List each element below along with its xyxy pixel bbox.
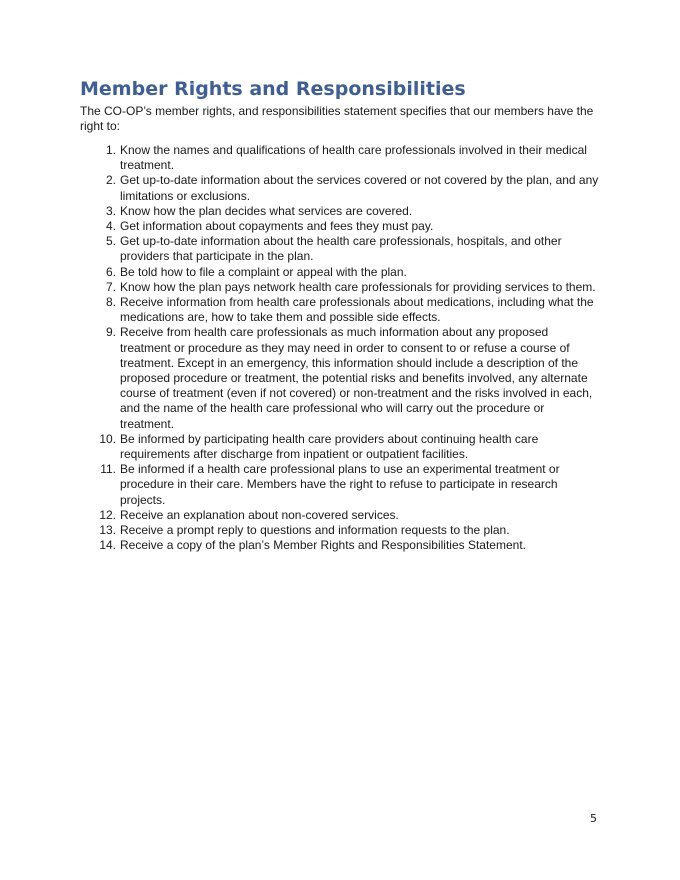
list-item-number: 14. bbox=[99, 538, 116, 553]
list-item-number: 11. bbox=[100, 462, 116, 477]
list-item bbox=[80, 325, 600, 431]
section-title: Member Rights and Responsibilities bbox=[80, 78, 466, 100]
list-item-text: Know how the plan decides what services are covered. bbox=[120, 203, 413, 218]
list-item-text: Receive an explanation about non-covered services. bbox=[120, 507, 399, 522]
list-item-number: 5. bbox=[105, 234, 116, 249]
list-item-number: 9. bbox=[105, 325, 116, 340]
list-item-number: 13. bbox=[99, 523, 116, 538]
list-item-text: Receive information from health care professionals about medications, including what the medications are, how to take them and possible side effects. bbox=[120, 295, 594, 325]
list-item bbox=[80, 219, 600, 234]
rights-list bbox=[80, 143, 600, 553]
list-item-text: Know how the plan pays network health care professionals for providing services to them. bbox=[120, 279, 596, 294]
list-item-text: Receive a copy of the plan’s Member Rights and Responsibilities Statement. bbox=[120, 538, 526, 553]
list-item bbox=[80, 143, 600, 173]
list-item bbox=[80, 265, 600, 280]
list-item-text: Receive from health care professionals as much information about any proposed treatment or procedure as they may need in order to consent to or refuse a course of treatment. Except in an emergency, this information should include a description of the proposed procedure or treatment, the potential risks and benefits involved, any alternate course of treatment (even if not covered) or non-treatment and the risks involved in each, and the name of the health care professional who will carry out the procedure or treatment. bbox=[120, 325, 593, 431]
list-item-number: 4. bbox=[105, 219, 116, 234]
page-number: 5 bbox=[590, 812, 597, 825]
list-item bbox=[80, 523, 600, 538]
list-item-text: Know the names and qualifications of health care professionals involved in their medical treatment. bbox=[120, 143, 587, 173]
list-item-number: 3. bbox=[105, 203, 116, 218]
list-item-text: Be told how to file a complaint or appeal with the plan. bbox=[120, 264, 407, 279]
list-item-number: 2. bbox=[105, 173, 116, 188]
list-item-number: 10. bbox=[99, 431, 116, 446]
list-item bbox=[80, 538, 600, 553]
list-item bbox=[80, 462, 600, 508]
list-item bbox=[80, 173, 600, 203]
list-item bbox=[80, 204, 600, 219]
list-item-text: Be informed by participating health care providers about continuing health care requirements after discharge from inpatient or outpatient facilities. bbox=[120, 431, 539, 462]
list-item-text: Be informed if a health care professional plans to use an experimental treatment or procedure in their care. Members have the right to refuse to participate in research projects. bbox=[120, 462, 560, 507]
list-item-number: 6. bbox=[105, 264, 116, 279]
list-item-text: Receive a prompt reply to questions and information requests to the plan. bbox=[120, 523, 510, 538]
list-item-number: 8. bbox=[105, 295, 116, 310]
intro-paragraph: The CO-OP’s member rights, and responsibilities statement specifies that our members have the right to: bbox=[80, 104, 594, 134]
list-item bbox=[80, 295, 600, 325]
list-item-text: Get up-to-date information about the health care professionals, hospitals, and other providers that participate in the plan. bbox=[120, 234, 562, 264]
list-item-text: Get information about copayments and fees they must pay. bbox=[120, 219, 434, 234]
list-item bbox=[80, 234, 600, 264]
list-item-text: Get up-to-date information about the services covered or not covered by the plan, and any limitations or exclusions. bbox=[120, 173, 599, 203]
list-item bbox=[80, 280, 600, 295]
list-item bbox=[80, 508, 600, 523]
list-item-number: 7. bbox=[105, 279, 116, 294]
list-item-number: 1. bbox=[105, 143, 116, 157]
list-item-number: 12. bbox=[99, 507, 116, 522]
list-item bbox=[80, 432, 600, 462]
